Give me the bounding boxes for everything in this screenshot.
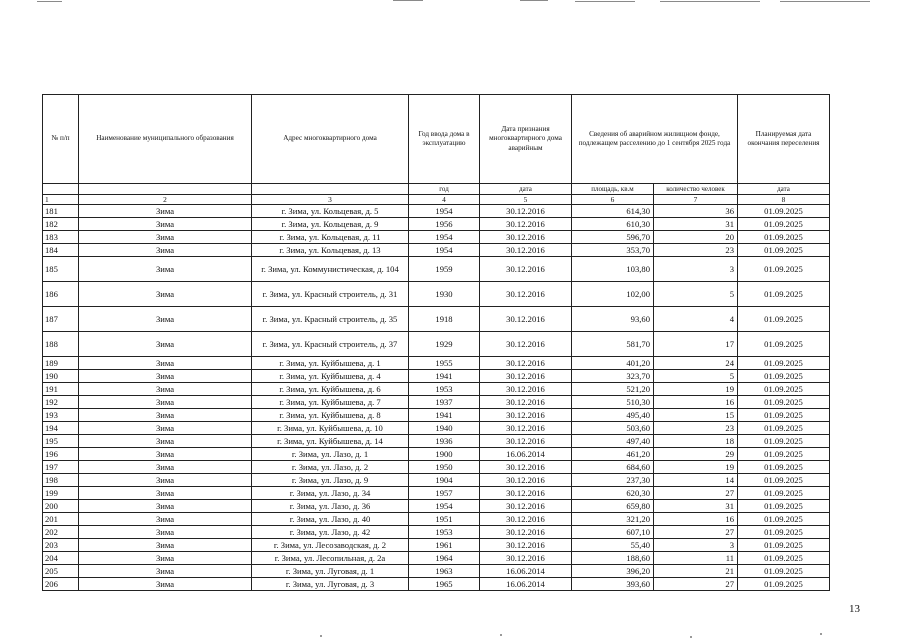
emergency-date-cell: 30.12.2016 [480,500,572,513]
end-date-cell: 01.09.2025 [738,307,830,332]
header-cell: № п/п [43,95,79,184]
emergency-date-cell: 30.12.2016 [480,307,572,332]
end-date-cell: 01.09.2025 [738,332,830,357]
address-cell: г. Зима, ул. Лазо, д. 34 [252,487,409,500]
people-count-cell: 21 [654,565,738,578]
table-row [43,500,830,513]
emergency-date-cell: 30.12.2016 [480,282,572,307]
row-number-cell: 202 [43,526,79,539]
people-count-cell: 16 [654,396,738,409]
year-cell: 1965 [409,578,480,591]
table-row [43,409,830,422]
end-date-cell: 01.09.2025 [738,282,830,307]
column-number: 4 [409,195,480,205]
year-cell: 1954 [409,500,480,513]
address-cell: г. Зима, ул. Коммунистическая, д. 104 [252,257,409,282]
column-number: 7 [654,195,738,205]
people-count-cell: 23 [654,422,738,435]
year-cell: 1941 [409,370,480,383]
year-cell: 1963 [409,565,480,578]
table-row [43,435,830,448]
municipality-cell: Зима [79,282,252,307]
year-cell: 1904 [409,474,480,487]
area-cell: 495,40 [572,409,654,422]
row-number-cell: 191 [43,383,79,396]
end-date-cell: 01.09.2025 [738,552,830,565]
end-date-cell: 01.09.2025 [738,370,830,383]
address-cell: г. Зима, ул. Лесозаводская, д. 2 [252,539,409,552]
emergency-date-cell: 30.12.2016 [480,357,572,370]
year-cell: 1951 [409,513,480,526]
area-cell: 607,10 [572,526,654,539]
table-row [43,565,830,578]
area-cell: 497,40 [572,435,654,448]
emergency-date-cell: 30.12.2016 [480,461,572,474]
area-cell: 659,80 [572,500,654,513]
emergency-date-cell: 30.12.2016 [480,332,572,357]
municipality-cell: Зима [79,205,252,218]
municipality-cell: Зима [79,578,252,591]
address-cell: г. Зима, ул. Красный строитель, д. 31 [252,282,409,307]
address-cell: г. Зима, ул. Луговая, д. 1 [252,565,409,578]
emergency-date-cell: 30.12.2016 [480,218,572,231]
column-number: 2 [79,195,252,205]
end-date-cell: 01.09.2025 [738,422,830,435]
municipality-cell: Зима [79,244,252,257]
table-row [43,552,830,565]
people-count-cell: 36 [654,205,738,218]
end-date-cell: 01.09.2025 [738,513,830,526]
emergency-date-cell: 30.12.2016 [480,409,572,422]
address-cell: г. Зима, ул. Куйбышева, д. 7 [252,396,409,409]
end-date-cell: 01.09.2025 [738,461,830,474]
people-count-cell: 3 [654,257,738,282]
header-cell: Наименование муниципального образования [79,95,252,184]
address-cell: г. Зима, ул. Куйбышева, д. 10 [252,422,409,435]
header-cell: Сведения об аварийном жилищном фонде, подлежащем расселению до 1 сентября 2025 года [572,95,738,184]
municipality-cell: Зима [79,370,252,383]
year-cell: 1918 [409,307,480,332]
emergency-date-cell: 30.12.2016 [480,422,572,435]
subheader-cell: год [409,184,480,195]
row-number-cell: 201 [43,513,79,526]
table-row [43,461,830,474]
people-count-cell: 27 [654,526,738,539]
area-cell: 237,30 [572,474,654,487]
municipality-cell: Зима [79,513,252,526]
address-cell: г. Зима, ул. Кольцевая, д. 13 [252,244,409,257]
end-date-cell: 01.09.2025 [738,244,830,257]
end-date-cell: 01.09.2025 [738,487,830,500]
emergency-date-cell: 16.06.2014 [480,578,572,591]
area-cell: 55,40 [572,539,654,552]
people-count-cell: 15 [654,409,738,422]
emergency-date-cell: 30.12.2016 [480,396,572,409]
people-count-cell: 11 [654,552,738,565]
row-number-cell: 183 [43,231,79,244]
subheader-cell [252,184,409,195]
year-cell: 1954 [409,244,480,257]
column-number: 3 [252,195,409,205]
table-row [43,487,830,500]
people-count-cell: 18 [654,435,738,448]
scan-artifact [660,1,760,2]
row-number-cell: 182 [43,218,79,231]
column-number: 1 [43,195,79,205]
table-row [43,307,830,332]
people-count-cell: 31 [654,500,738,513]
address-cell: г. Зима, ул. Лазо, д. 1 [252,448,409,461]
column-number-row [43,195,830,205]
table-row [43,539,830,552]
table-row [43,578,830,591]
area-cell: 614,30 [572,205,654,218]
emergency-date-cell: 30.12.2016 [480,539,572,552]
year-cell: 1954 [409,231,480,244]
year-cell: 1954 [409,205,480,218]
year-cell: 1957 [409,487,480,500]
municipality-cell: Зима [79,526,252,539]
end-date-cell: 01.09.2025 [738,500,830,513]
emergency-date-cell: 30.12.2016 [480,474,572,487]
area-cell: 323,70 [572,370,654,383]
address-cell: г. Зима, ул. Кольцевая, д. 9 [252,218,409,231]
row-number-cell: 181 [43,205,79,218]
row-number-cell: 199 [43,487,79,500]
year-cell: 1929 [409,332,480,357]
header-cell: Планируемая дата окончания переселения [738,95,830,184]
address-cell: г. Зима, ул. Кольцевая, д. 5 [252,205,409,218]
row-number-cell: 188 [43,332,79,357]
table-row [43,218,830,231]
resettlement-table [42,94,830,591]
row-number-cell: 190 [43,370,79,383]
subheader-cell: дата [738,184,830,195]
row-number-cell: 203 [43,539,79,552]
table-row [43,332,830,357]
people-count-cell: 23 [654,244,738,257]
municipality-cell: Зима [79,357,252,370]
people-count-cell: 27 [654,578,738,591]
people-count-cell: 31 [654,218,738,231]
column-number: 5 [480,195,572,205]
emergency-date-cell: 30.12.2016 [480,231,572,244]
row-number-cell: 194 [43,422,79,435]
header-cell: Год ввода дома в эксплуатацию [409,95,480,184]
area-cell: 620,30 [572,487,654,500]
municipality-cell: Зима [79,422,252,435]
address-cell: г. Зима, ул. Лазо, д. 36 [252,500,409,513]
address-cell: г. Зима, ул. Куйбышева, д. 1 [252,357,409,370]
table-row [43,448,830,461]
area-cell: 581,70 [572,332,654,357]
end-date-cell: 01.09.2025 [738,578,830,591]
people-count-cell: 5 [654,370,738,383]
municipality-cell: Зима [79,409,252,422]
people-count-cell: 16 [654,513,738,526]
year-cell: 1953 [409,383,480,396]
address-cell: г. Зима, ул. Куйбышева, д. 8 [252,409,409,422]
end-date-cell: 01.09.2025 [738,205,830,218]
row-number-cell: 197 [43,461,79,474]
municipality-cell: Зима [79,396,252,409]
end-date-cell: 01.09.2025 [738,474,830,487]
area-cell: 503,60 [572,422,654,435]
year-cell: 1936 [409,435,480,448]
end-date-cell: 01.09.2025 [738,526,830,539]
row-number-cell: 195 [43,435,79,448]
municipality-cell: Зима [79,435,252,448]
scan-artifact [393,0,423,1]
end-date-cell: 01.09.2025 [738,565,830,578]
year-cell: 1940 [409,422,480,435]
emergency-date-cell: 30.12.2016 [480,383,572,396]
people-count-cell: 20 [654,231,738,244]
header-cell: Дата признания многоквартирного дома аварийным [480,95,572,184]
table-row [43,244,830,257]
emergency-date-cell: 30.12.2016 [480,205,572,218]
emergency-date-cell: 30.12.2016 [480,526,572,539]
table-row [43,474,830,487]
emergency-date-cell: 30.12.2016 [480,552,572,565]
year-cell: 1955 [409,357,480,370]
year-cell: 1959 [409,257,480,282]
year-cell: 1937 [409,396,480,409]
address-cell: г. Зима, ул. Куйбышева, д. 14 [252,435,409,448]
row-number-cell: 186 [43,282,79,307]
column-number: 6 [572,195,654,205]
emergency-date-cell: 30.12.2016 [480,513,572,526]
people-count-cell: 29 [654,448,738,461]
scan-artifact [500,634,502,636]
people-count-cell: 27 [654,487,738,500]
table-row [43,257,830,282]
row-number-cell: 204 [43,552,79,565]
people-count-cell: 3 [654,539,738,552]
scan-artifact [780,1,870,2]
area-cell: 188,60 [572,552,654,565]
area-cell: 521,20 [572,383,654,396]
municipality-cell: Зима [79,448,252,461]
area-cell: 596,70 [572,231,654,244]
address-cell: г. Зима, ул. Кольцевая, д. 11 [252,231,409,244]
people-count-cell: 19 [654,383,738,396]
row-number-cell: 193 [43,409,79,422]
emergency-date-cell: 30.12.2016 [480,435,572,448]
people-count-cell: 14 [654,474,738,487]
row-number-cell: 187 [43,307,79,332]
year-cell: 1941 [409,409,480,422]
municipality-cell: Зима [79,500,252,513]
table-row [43,383,830,396]
address-cell: г. Зима, ул. Лазо, д. 40 [252,513,409,526]
address-cell: г. Зима, ул. Красный строитель, д. 37 [252,332,409,357]
table-row [43,370,830,383]
subheader-cell [79,184,252,195]
emergency-date-cell: 30.12.2016 [480,487,572,500]
emergency-date-cell: 16.06.2014 [480,448,572,461]
address-cell: г. Зима, ул. Лазо, д. 2 [252,461,409,474]
area-cell: 461,20 [572,448,654,461]
municipality-cell: Зима [79,332,252,357]
address-cell: г. Зима, ул. Лесопильная, д. 2а [252,552,409,565]
area-cell: 396,20 [572,565,654,578]
emergency-date-cell: 30.12.2016 [480,370,572,383]
table-row [43,396,830,409]
year-cell: 1961 [409,539,480,552]
scan-artifact [575,1,635,2]
area-cell: 610,30 [572,218,654,231]
people-count-cell: 5 [654,282,738,307]
scan-artifact [690,636,692,638]
subheader-cell [43,184,79,195]
header-cell: Адрес многоквартирного дома [252,95,409,184]
end-date-cell: 01.09.2025 [738,257,830,282]
people-count-cell: 4 [654,307,738,332]
table-row [43,205,830,218]
column-number: 8 [738,195,830,205]
header-row [43,95,830,184]
subheader-cell: дата [480,184,572,195]
municipality-cell: Зима [79,307,252,332]
municipality-cell: Зима [79,565,252,578]
end-date-cell: 01.09.2025 [738,231,830,244]
address-cell: г. Зима, ул. Куйбышева, д. 4 [252,370,409,383]
end-date-cell: 01.09.2025 [738,435,830,448]
table-row [43,526,830,539]
subheader-cell: количество человек [654,184,738,195]
scan-artifact [320,635,322,637]
row-number-cell: 189 [43,357,79,370]
row-number-cell: 192 [43,396,79,409]
row-number-cell: 196 [43,448,79,461]
year-cell: 1930 [409,282,480,307]
year-cell: 1953 [409,526,480,539]
municipality-cell: Зима [79,461,252,474]
year-cell: 1900 [409,448,480,461]
end-date-cell: 01.09.2025 [738,383,830,396]
area-cell: 393,60 [572,578,654,591]
table-body [43,95,830,591]
end-date-cell: 01.09.2025 [738,218,830,231]
year-cell: 1956 [409,218,480,231]
address-cell: г. Зима, ул. Красный строитель, д. 35 [252,307,409,332]
end-date-cell: 01.09.2025 [738,396,830,409]
subheader-cell: площадь, кв.м [572,184,654,195]
municipality-cell: Зима [79,257,252,282]
municipality-cell: Зима [79,383,252,396]
municipality-cell: Зима [79,539,252,552]
end-date-cell: 01.09.2025 [738,409,830,422]
emergency-date-cell: 16.06.2014 [480,565,572,578]
row-number-cell: 206 [43,578,79,591]
row-number-cell: 205 [43,565,79,578]
row-number-cell: 184 [43,244,79,257]
table-row [43,231,830,244]
end-date-cell: 01.09.2025 [738,448,830,461]
people-count-cell: 19 [654,461,738,474]
year-cell: 1964 [409,552,480,565]
municipality-cell: Зима [79,218,252,231]
municipality-cell: Зима [79,487,252,500]
area-cell: 684,60 [572,461,654,474]
table-row [43,357,830,370]
table-row [43,282,830,307]
area-cell: 401,20 [572,357,654,370]
row-number-cell: 198 [43,474,79,487]
area-cell: 103,80 [572,257,654,282]
year-cell: 1950 [409,461,480,474]
municipality-cell: Зима [79,474,252,487]
scan-artifact [37,1,62,2]
area-cell: 102,00 [572,282,654,307]
area-cell: 93,60 [572,307,654,332]
area-cell: 321,20 [572,513,654,526]
row-number-cell: 185 [43,257,79,282]
subheader-row [43,184,830,195]
municipality-cell: Зима [79,231,252,244]
end-date-cell: 01.09.2025 [738,357,830,370]
end-date-cell: 01.09.2025 [738,539,830,552]
table-row [43,422,830,435]
area-cell: 510,30 [572,396,654,409]
scan-artifact [820,633,822,635]
emergency-date-cell: 30.12.2016 [480,244,572,257]
address-cell: г. Зима, ул. Лазо, д. 42 [252,526,409,539]
scan-artifact [520,0,548,1]
page-number: 13 [849,603,860,615]
municipality-cell: Зима [79,552,252,565]
people-count-cell: 24 [654,357,738,370]
address-cell: г. Зима, ул. Куйбышева, д. 6 [252,383,409,396]
table-row [43,513,830,526]
address-cell: г. Зима, ул. Лазо, д. 9 [252,474,409,487]
row-number-cell: 200 [43,500,79,513]
emergency-date-cell: 30.12.2016 [480,257,572,282]
people-count-cell: 17 [654,332,738,357]
address-cell: г. Зима, ул. Луговая, д. 3 [252,578,409,591]
area-cell: 353,70 [572,244,654,257]
